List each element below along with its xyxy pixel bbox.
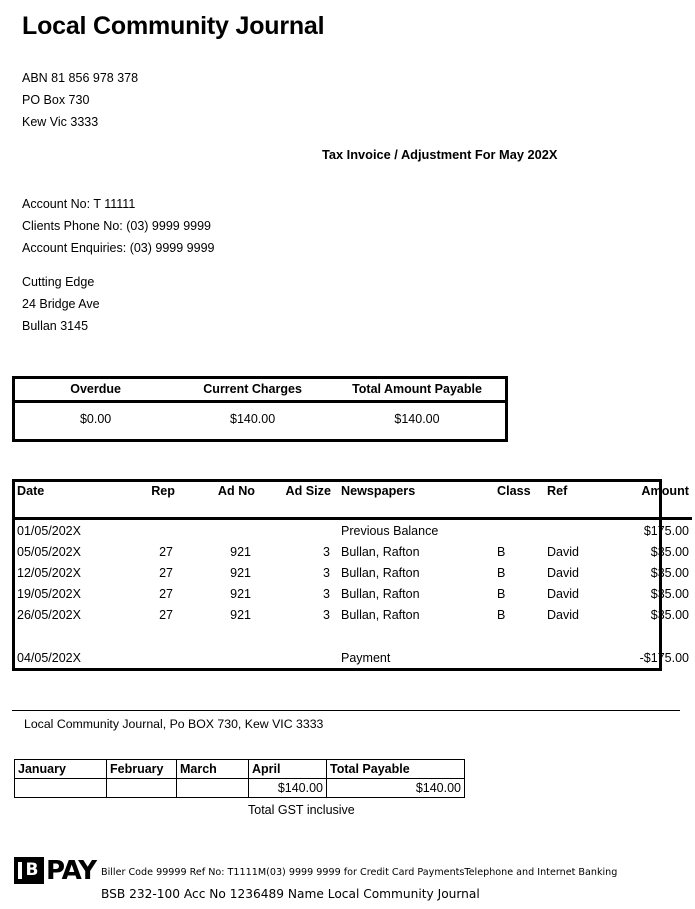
txn-cell-ad-size: 3 — [323, 586, 330, 601]
txn-cell-rep: 27 — [159, 544, 173, 559]
txn-cell-ad-no: 921 — [230, 565, 251, 580]
txn-cell-ad-size: 3 — [323, 565, 330, 580]
bpay-biller-details: Biller Code 99999 Ref No: T1111M(03) 9999 9999 for Credit Card PaymentsTelephone and Internet Banking — [101, 867, 618, 878]
txn-cell-amount: $35.00 — [650, 544, 689, 559]
txn-cell-class: B — [497, 565, 506, 580]
txn-cell-ad-size: 3 — [323, 607, 330, 622]
aging-header-january: January — [15, 760, 107, 779]
customer-city: Bullan 3145 — [22, 319, 89, 333]
summary-value-current-charges: $140.00 — [230, 412, 276, 426]
txn-cell-ref — [545, 519, 609, 542]
table-row — [15, 779, 465, 798]
aging-summary-table — [14, 759, 465, 798]
txn-cell-ad-no: 921 — [230, 586, 251, 601]
table-row — [15, 562, 692, 583]
txn-cell-date: 12/05/202X — [17, 565, 81, 580]
txn-header-amount: Amount — [641, 484, 689, 498]
customer-address-block — [22, 271, 100, 337]
aging-value-march — [177, 779, 249, 798]
txn-cell-date: 05/05/202X — [17, 544, 81, 559]
table-header-row — [15, 482, 692, 519]
txn-cell-ad-no — [181, 647, 257, 668]
summary-value-overdue: $0.00 — [79, 412, 112, 426]
txn-cell-ad-size — [257, 519, 335, 542]
bpay-bar-icon — [18, 862, 22, 879]
txn-cell-class — [489, 647, 545, 668]
amount-summary-table — [12, 376, 508, 442]
txn-cell-amount: -$175.00 — [639, 650, 689, 665]
summary-header-overdue: Overdue — [14, 378, 177, 402]
txn-cell-class — [489, 519, 545, 542]
summary-header-current-charges: Current Charges — [176, 378, 329, 402]
table-row — [15, 519, 692, 542]
txn-header-rep: Rep — [151, 484, 175, 498]
txn-header-ad-size: Ad Size — [285, 484, 331, 498]
bpay-wordmark: PAY — [46, 855, 97, 886]
txn-cell-newspapers: Payment — [341, 650, 391, 665]
table-spacer-cell — [15, 625, 692, 647]
biller-address-block — [22, 67, 138, 133]
txn-header-ad-no: Ad No — [217, 484, 255, 498]
txn-header-date: Date — [17, 484, 45, 498]
txn-cell-ref: David — [547, 544, 579, 559]
txn-cell-date: 04/05/202X — [17, 650, 81, 665]
txn-cell-date: 19/05/202X — [17, 586, 81, 601]
txn-cell-ad-no: 921 — [230, 607, 251, 622]
bpay-bank-details: BSB 232-100 Acc No 1236489 Name Local Community Journal — [101, 887, 480, 901]
txn-cell-newspapers: Previous Balance — [341, 523, 439, 538]
transactions-table-container — [12, 479, 689, 671]
table-row — [15, 604, 692, 625]
clients-phone-number: Clients Phone No: (03) 9999 9999 — [22, 219, 212, 233]
txn-cell-class: B — [497, 544, 506, 559]
txn-cell-amount: $35.00 — [650, 607, 689, 622]
txn-cell-amount: $35.00 — [650, 565, 689, 580]
bpay-logo — [14, 857, 96, 884]
table-header-row — [15, 760, 465, 779]
txn-header-ref: Ref — [547, 484, 568, 498]
remittance-address: Local Community Journal, Po BOX 730, Kew VIC 3333 — [24, 717, 324, 731]
section-divider — [12, 710, 680, 711]
txn-cell-ad-size — [257, 647, 335, 668]
txn-cell-date: 26/05/202X — [17, 607, 81, 622]
txn-cell-rep: 27 — [159, 607, 173, 622]
account-number: Account No: T 11111 — [22, 197, 136, 211]
customer-street: 24 Bridge Ave — [22, 297, 100, 311]
aging-value-january — [15, 779, 107, 798]
summary-header-total-payable: Total Amount Payable — [329, 378, 506, 402]
txn-cell-newspapers: Bullan, Rafton — [341, 607, 420, 622]
txn-cell-ad-size: 3 — [323, 544, 330, 559]
txn-cell-newspapers: Bullan, Rafton — [341, 565, 420, 580]
biller-po-box: PO Box 730 — [22, 93, 90, 107]
txn-cell-newspapers: Bullan, Rafton — [341, 544, 420, 559]
aging-header-march: March — [177, 760, 249, 779]
account-enquiries: Account Enquiries: (03) 9999 9999 — [22, 241, 215, 255]
bpay-letter-b: B — [25, 860, 39, 880]
biller-abn: ABN 81 856 978 378 — [22, 71, 139, 85]
invoice-title: Tax Invoice / Adjustment For May 202X — [322, 147, 558, 162]
gst-note: Total GST inclusive — [248, 803, 355, 817]
table-row — [15, 583, 692, 604]
txn-cell-rep: 27 — [159, 586, 173, 601]
transactions-table — [15, 482, 692, 668]
table-row — [15, 541, 692, 562]
aging-header-february: February — [107, 760, 177, 779]
bpay-mark-icon — [14, 857, 44, 884]
customer-name: Cutting Edge — [22, 275, 95, 289]
biller-city: Kew Vic 3333 — [22, 115, 99, 129]
txn-cell-amount: $35.00 — [650, 586, 689, 601]
table-row — [14, 402, 507, 441]
txn-cell-rep — [105, 647, 181, 668]
aging-value-total-payable: $140.00 — [327, 779, 465, 798]
txn-cell-class: B — [497, 586, 506, 601]
aging-header-total-payable: Total Payable — [327, 760, 465, 779]
txn-cell-ref — [545, 647, 609, 668]
txn-cell-amount: $175.00 — [643, 523, 689, 538]
txn-header-class: Class — [497, 484, 531, 498]
txn-cell-newspapers: Bullan, Rafton — [341, 586, 420, 601]
txn-header-newspapers: Newspapers — [341, 484, 416, 498]
aging-value-february — [107, 779, 177, 798]
txn-cell-class: B — [497, 607, 506, 622]
txn-cell-rep: 27 — [159, 565, 173, 580]
account-details-block — [22, 193, 215, 259]
txn-cell-ad-no — [181, 519, 257, 542]
summary-value-total-payable: $140.00 — [394, 412, 440, 426]
txn-cell-ref: David — [547, 607, 579, 622]
txn-cell-ad-no: 921 — [230, 544, 251, 559]
txn-cell-date: 01/05/202X — [17, 523, 81, 538]
table-header-row — [14, 378, 507, 402]
txn-cell-ref: David — [547, 586, 579, 601]
table-spacer-row — [15, 625, 692, 647]
page-title: Local Community Journal — [22, 12, 325, 40]
aging-value-april: $140.00 — [249, 779, 327, 798]
txn-cell-rep — [105, 519, 181, 542]
aging-header-april: April — [249, 760, 327, 779]
txn-cell-ref: David — [547, 565, 579, 580]
table-row — [15, 647, 692, 668]
